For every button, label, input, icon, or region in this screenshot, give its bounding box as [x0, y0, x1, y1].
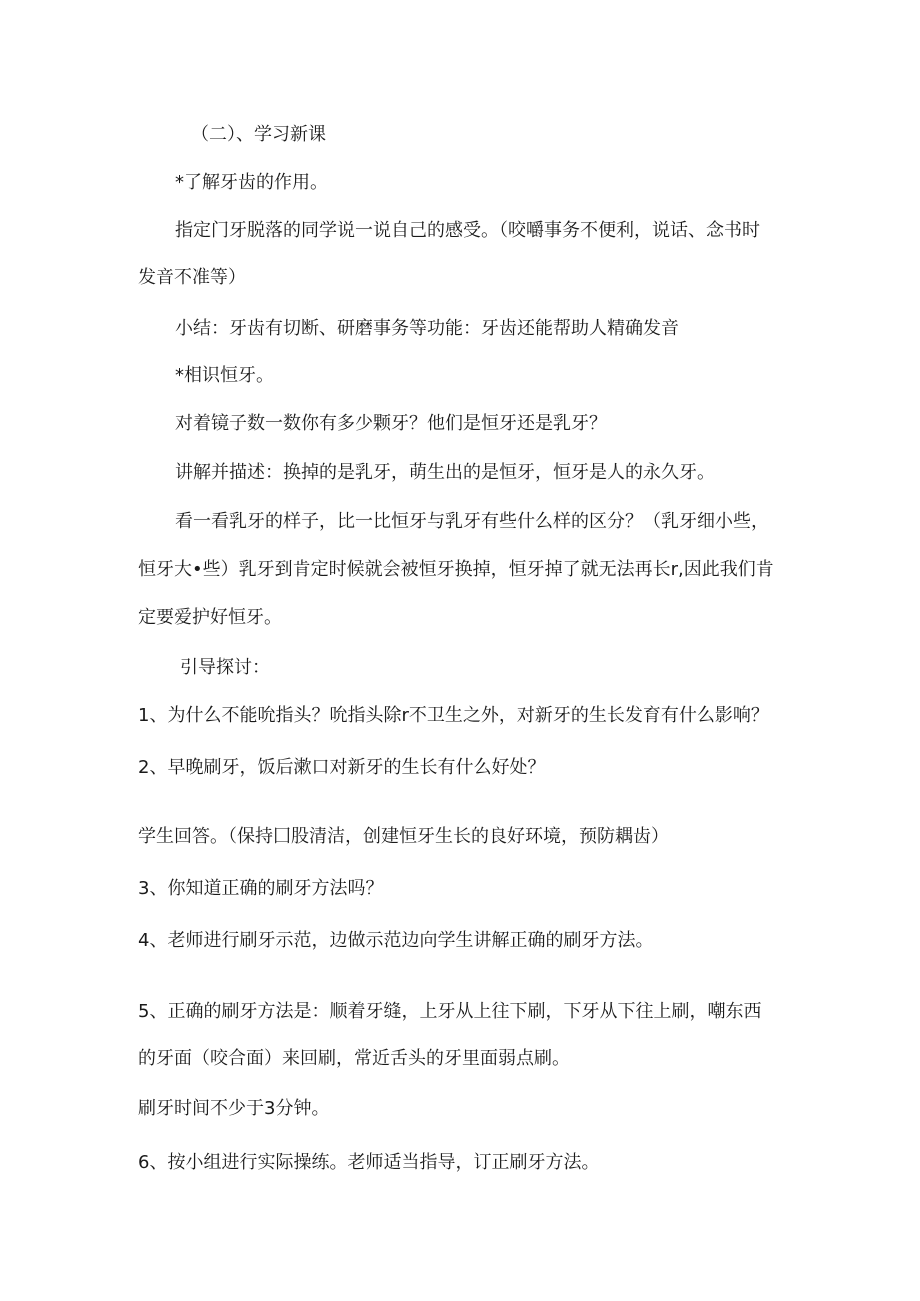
paragraph-line: *相识恒牙。: [175, 365, 274, 386]
list-item: 4、老师进行刷牙示范，边做示范边向学生讲解正确的刷牙方法。: [138, 930, 654, 951]
paragraph-line: 对着镜子数一数你有多少颗牙？他们是恒牙还是乳牙？: [175, 413, 607, 434]
paragraph-line: 引导探讨：: [180, 657, 270, 678]
list-item: 2、早晚刷牙，饭后漱口对新牙的生长有什么好处？: [138, 757, 546, 778]
paragraph-line: 讲解并描述：换掉的是乳牙，萌生出的是恒牙，恒牙是人的永久牙。: [175, 462, 715, 483]
paragraph-line: 指定门牙脱落的同学说一说自己的感受。（咬嚼事务不便利，说话、念书时: [175, 220, 760, 241]
paragraph-line: *了解牙齿的作用。: [175, 172, 328, 193]
paragraph-line: 看一看乳牙的样子，比一比恒牙与乳牙有些什么样的区分？（乳牙细小些，: [175, 511, 769, 532]
paragraph-line: 小结：牙齿有切断、研磨事务等功能：牙齿还能帮助人精确发音: [175, 318, 679, 339]
paragraph-line: 恒牙大•些）乳牙到肯定时候就会被恒牙换掉，恒牙掉了就无法再长r,因此我们肯: [138, 559, 774, 580]
paragraph-line: 定要爱护好恒牙。: [138, 607, 282, 628]
paragraph-line: 学生回答。（保持囗股清洁，创建恒牙生长的良好环境，预防耦齿）: [138, 826, 669, 847]
paragraph-line: 刷牙时间不少于3分钟。: [138, 1098, 330, 1119]
list-item: 1、为什么不能吮指头？吮指头除r不卫生之外，对新牙的生长发育有什么影响？: [138, 705, 769, 726]
list-item: 5、正确的刷牙方法是：顺着牙缝，上牙从上往下刷，下牙从下往上刷，嘲东西: [138, 1001, 762, 1022]
list-item: 3、你知道正确的刷牙方法吗？: [138, 878, 384, 899]
section-heading: （二）、学习新课: [191, 124, 326, 145]
paragraph-line: 发音不准等）: [138, 267, 246, 288]
paragraph-line: 的牙面（咬合面）来回刷，常近舌头的牙里面弱点刷。: [138, 1048, 570, 1069]
list-item: 6、按小组进行实际操练。老师适当指导，订正刷牙方法。: [138, 1152, 600, 1173]
